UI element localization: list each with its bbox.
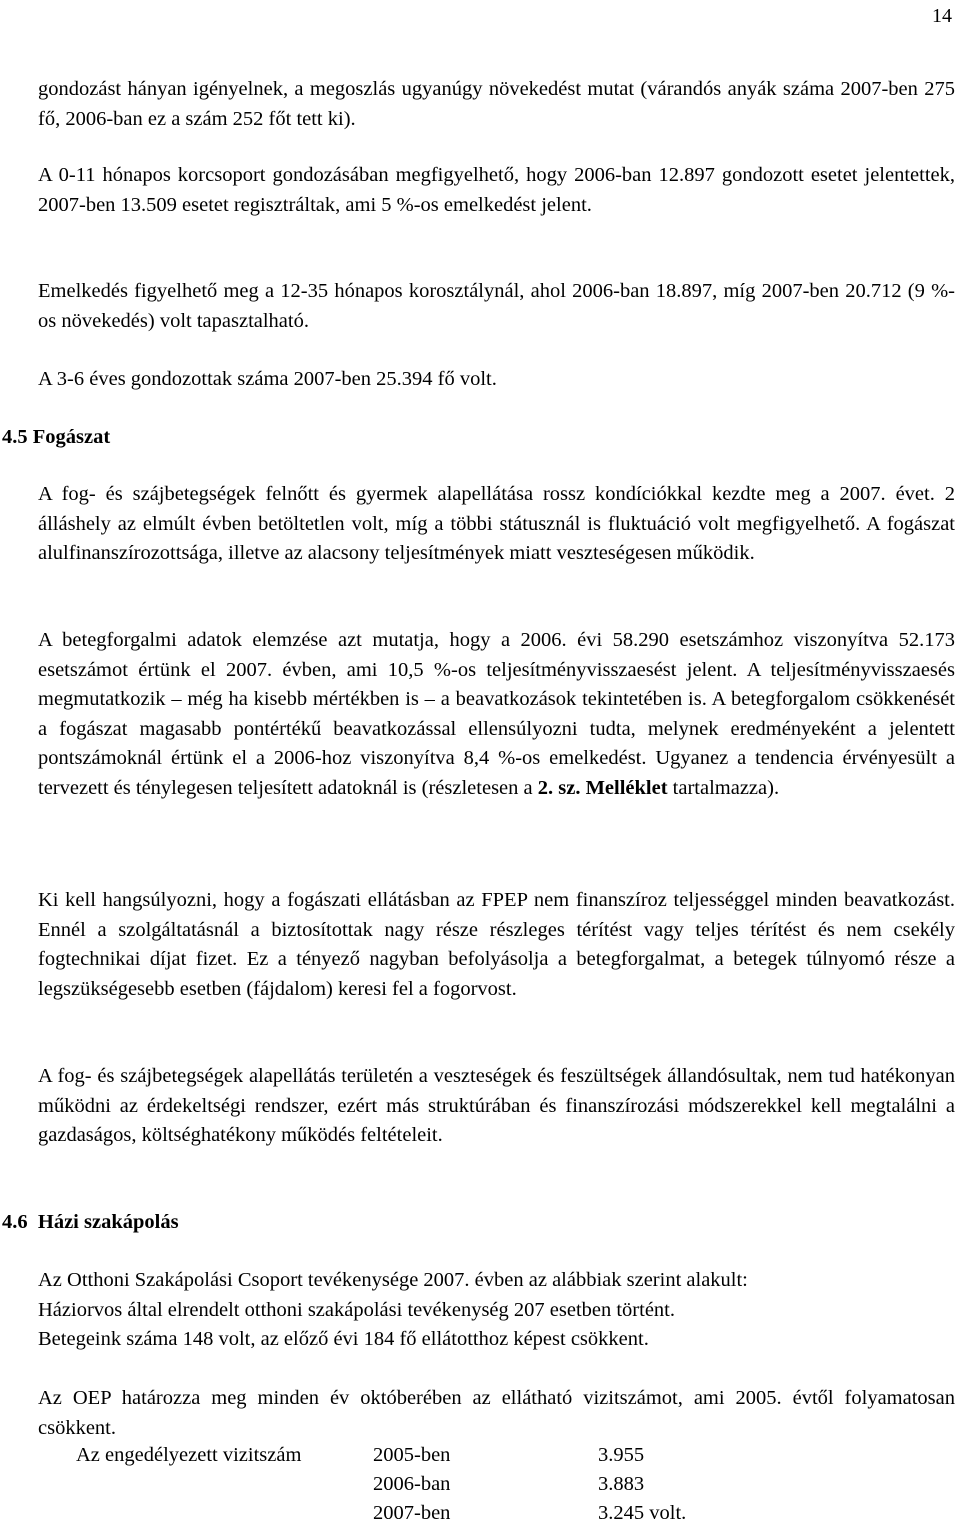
patient-traffic-end: tartalmazza).: [667, 776, 780, 799]
paragraph-dental-losses: A fog- és szájbetegségek alapellátás területén a veszteségek és feszültségek állandósultak, nem tud hatékonyan működni az érdekeltségi rendszer, ezért más struktúrában és finanszírozási módszerekkel kell megtalálni a gazdaságos, költséghatékony működés feltételeit.: [38, 1065, 955, 1146]
page-number: 14: [932, 5, 952, 27]
vizit-year-2006: 2006-ban: [373, 1473, 451, 1495]
heading-title: Házi szakápolás: [37, 1211, 179, 1233]
paragraph-home-care: [38, 1266, 955, 1355]
paragraph-12-35-months: Emelkedés figyelhető meg a 12-35 hónapos korosztálynál, ahol 2006-ban 18.897, míg 2007-ben 20.712 (9 %-os növekedés) volt tapasztalható.: [38, 280, 955, 332]
vizit-table-label: Az engedélyezett vizitszám: [76, 1444, 302, 1466]
paragraph-3-6-years: A 3-6 éves gondozottak száma 2007-ben 25.394 fő volt.: [38, 368, 497, 390]
paragraph-0-11-months: A 0-11 hónapos korcsoport gondozásában megfigyelhető, hogy 2006-ban 12.897 gondozott esetet jelentettek, 2007-ben 13.509 esetet regisztráltak, ami 5 %-os emelkedést jelent.: [38, 164, 955, 216]
heading-fogaszat: 4.5 Fogászat: [2, 426, 111, 448]
paragraph-oep-visits: Az OEP határozza meg minden év októberében az ellátható vizitszámot, ami 2005. évtől folyamatosan csökkent.: [38, 1387, 955, 1439]
heading-number: 4.6: [2, 1211, 28, 1233]
vizit-value-2007: 3.245 volt.: [598, 1502, 687, 1524]
home-care-line-1: Az Otthoni Szakápolási Csoport tevékenysége 2007. évben az alábbiak szerint alakult:: [38, 1269, 748, 1291]
vizit-year-2007: 2007-ben: [373, 1502, 451, 1524]
home-care-line-2: Háziorvos által elrendelt otthoni szakápolási tevékenység 207 esetben történt.: [38, 1298, 676, 1321]
home-care-line-3: Betegeink száma 148 volt, az előző évi 184 fő ellátotthoz képest csökkent.: [38, 1328, 649, 1350]
heading-hazi-szakapolas: [2, 1208, 179, 1238]
vizit-value-2005: 3.955: [598, 1444, 645, 1466]
appendix-ref-number: 2. sz.: [537, 776, 581, 799]
vizit-value-2006: 3.883: [598, 1473, 645, 1495]
paragraph-fpep-financing: Ki kell hangsúlyozni, hogy a fogászati ellátásban az FPEP nem finanszíroz teljességgel minden beavatkozást. Ennél a szolgáltatásnál a biztosítottak nagy része részleges térítést vagy teljes térítést és nem csekély fogtechnikai díjat fizet. Ez a tényező nagyban befolyásolja a betegforgalmat, a betegek túlnyomó része a legszükségesebb esetben (fájdalom) keresi fel a fogorvost.: [38, 889, 955, 1000]
paragraph-prenatal: gondozást hányan igényelnek, a megoszlás ugyanúgy növekedést mutat (várandós anyák száma 2007-ben 275 fő, 2006-ban ez a szám 252 főt tett ki).: [38, 78, 955, 130]
vizit-year-2005: 2005-ben: [373, 1444, 451, 1466]
paragraph-patient-traffic: [38, 626, 955, 803]
paragraph-dental-conditions: A fog- és szájbetegségek felnőtt és gyermek alapellátása rossz kondíciókkal kezdte meg a 2007. évet. 2 álláshely az elmúlt évben betöltetlen volt, míg a többi státusznál is fluktuáció volt megfigyelhető. A fogászat alulfinanszírozottsága, illetve az alacsony teljesítmények miatt veszteségesen működik.: [38, 483, 955, 564]
patient-traffic-text: A betegforgalmi adatok elemzése azt mutatja, hogy a 2006. évi 58.290 esetszámhoz viszonyítva 52.173 esetszámot értünk el 2007. évben, ami 10,5 %-os teljesítményvisszaesést jelent. A teljesítményvisszaesés megmutatkozik – még ha kisebb mértékben is – a beavatkozások tekintetében is. A betegforgalom csökkenését a fogászat magasabb pontértékű beavatkozással ellensúlyozni tudta, melynek eredményeként a jelentett pontszámoknál értünk el a 2006-hoz viszonyítva 8,4 %-os emelkedést. Ugyanez a tendencia érvényesült a tervezett és ténylegesen teljesített adatoknál is (részletesen a: [38, 629, 955, 799]
appendix-ref-label: Melléklet: [585, 776, 668, 799]
